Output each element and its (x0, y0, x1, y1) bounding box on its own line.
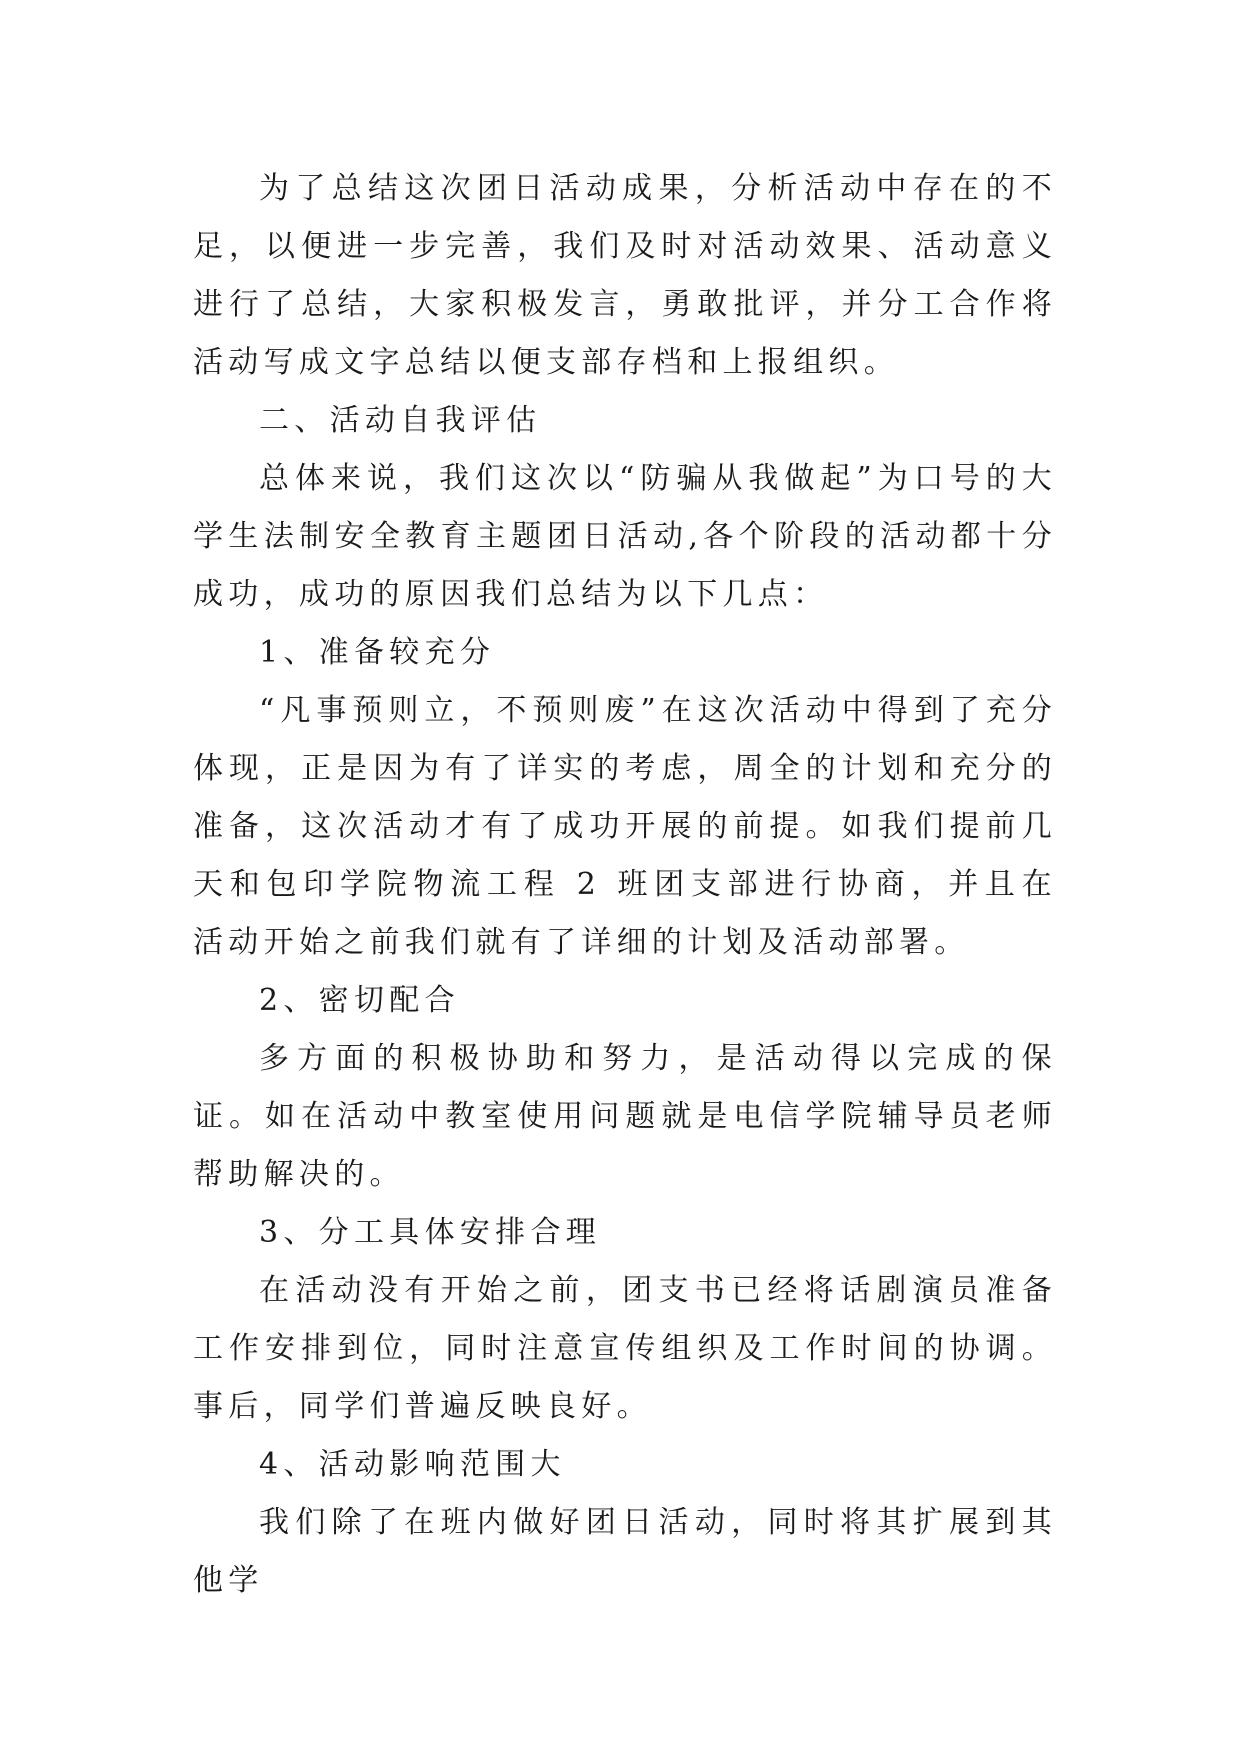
paragraph-division-of-work: 在活动没有开始之前，团支书已经将话剧演员准备工作安排到位，同时注意宣传组织及工作时间的协调。事后，同学们普遍反映良好。 (193, 1273, 1057, 1424)
point-heading-influence: 4、活动影响范围大 (259, 1447, 566, 1482)
paragraph-preparation: “凡事预则立，不预则废”在这次活动中得到了充分体现，正是因为有了详实的考虑，周全的计划和充分的准备，这次活动才有了成功开展的前提。如我们提前几天和包印学院物流工程 2 班团支部进行协商，并且在活动开始之前我们就有了详细的计划及活动部署。 (193, 693, 1057, 960)
point-heading-cooperation: 2、密切配合 (259, 983, 460, 1018)
paragraph-summary-intro: 为了总结这次团日活动成果，分析活动中存在的不足，以便进一步完善，我们及时对活动效果、活动意义进行了总结，大家积极发言，勇敢批评，并分工合作将活动写成文字总结以便支部存档和上报组织。 (193, 171, 1057, 380)
paragraph-influence: 我们除了在班内做好团日活动，同时将其扩展到其他学 (193, 1505, 1057, 1598)
section-heading-self-evaluation: 二、活动自我评估 (259, 403, 542, 438)
paragraph-cooperation: 多方面的积极协助和努力，是活动得以完成的保证。如在活动中教室使用问题就是电信学院辅导员老师帮助解决的。 (193, 1041, 1057, 1192)
point-heading-division-of-work: 3、分工具体安排合理 (259, 1215, 602, 1250)
paragraph-overall-evaluation: 总体来说，我们这次以“防骗从我做起”为口号的大学生法制安全教育主题团日活动,各个阶段的活动都十分成功，成功的原因我们总结为以下几点： (193, 461, 1057, 612)
point-heading-preparation: 1、准备较充分 (259, 635, 496, 670)
document-body (193, 160, 1057, 1610)
